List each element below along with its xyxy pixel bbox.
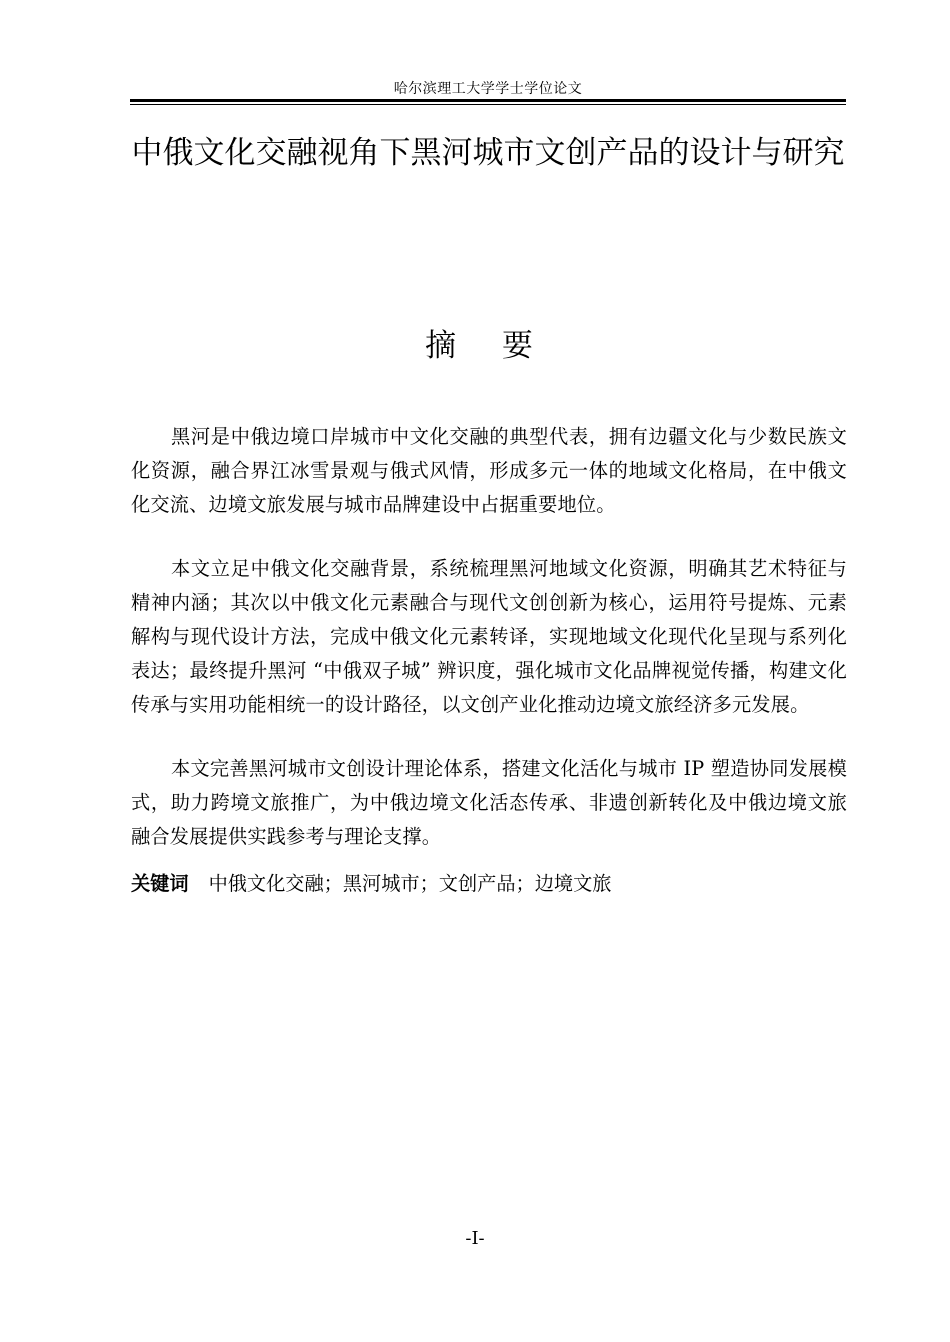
page-number: -I- — [465, 1228, 485, 1249]
keywords-label: 关键词 — [131, 872, 189, 895]
abstract-paragraph-1: 黑河是中俄边境口岸城市中文化交融的典型代表，拥有边疆文化与少数民族文化资源，融合界江冰雪景观与俄式风情，形成多元一体的地域文化格局，在中俄文化交流、边境文旅发展与城市品牌建设中占据重要地位。 — [131, 425, 847, 517]
abstract-paragraph-2: 本文立足中俄文化交融背景，系统梳理黑河地域文化资源，明确其艺术特征与精神内涵；其次以中俄文化元素融合与现代文创创新为核心，运用符号提炼、元素解构与现代设计方法，完成中俄文化元素转译，实现地域文化现代化呈现与系列化表达；最终提升黑河 “中俄双子城” 辨识度，强化城市文化品牌视觉传播，构建文化传承与实用功能相统一的设计路径，以文创产业化推动边境文旅经济多元发展。 — [131, 557, 847, 717]
keywords-line — [131, 867, 847, 901]
header-rule-thick — [130, 99, 846, 102]
thesis-title: 中俄文化交融视角下黑河城市文创产品的设计与研究 — [131, 135, 845, 171]
running-header: 哈尔滨理工大学学士学位论文 — [393, 81, 583, 97]
abstract-heading: 摘 要 — [425, 328, 551, 364]
abstract-paragraph-3: 本文完善黑河城市文创设计理论体系，搭建文化活化与城市 IP 塑造协同发展模式，助力跨境文旅推广，为中俄边境文化活态传承、非遗创新转化及中俄边境文旅融合发展提供实践参考与理论支撑。 — [131, 757, 847, 849]
keywords-text: 中俄文化交融；黑河城市；文创产品；边境文旅 — [208, 872, 612, 895]
header-rule-thin — [130, 104, 846, 105]
